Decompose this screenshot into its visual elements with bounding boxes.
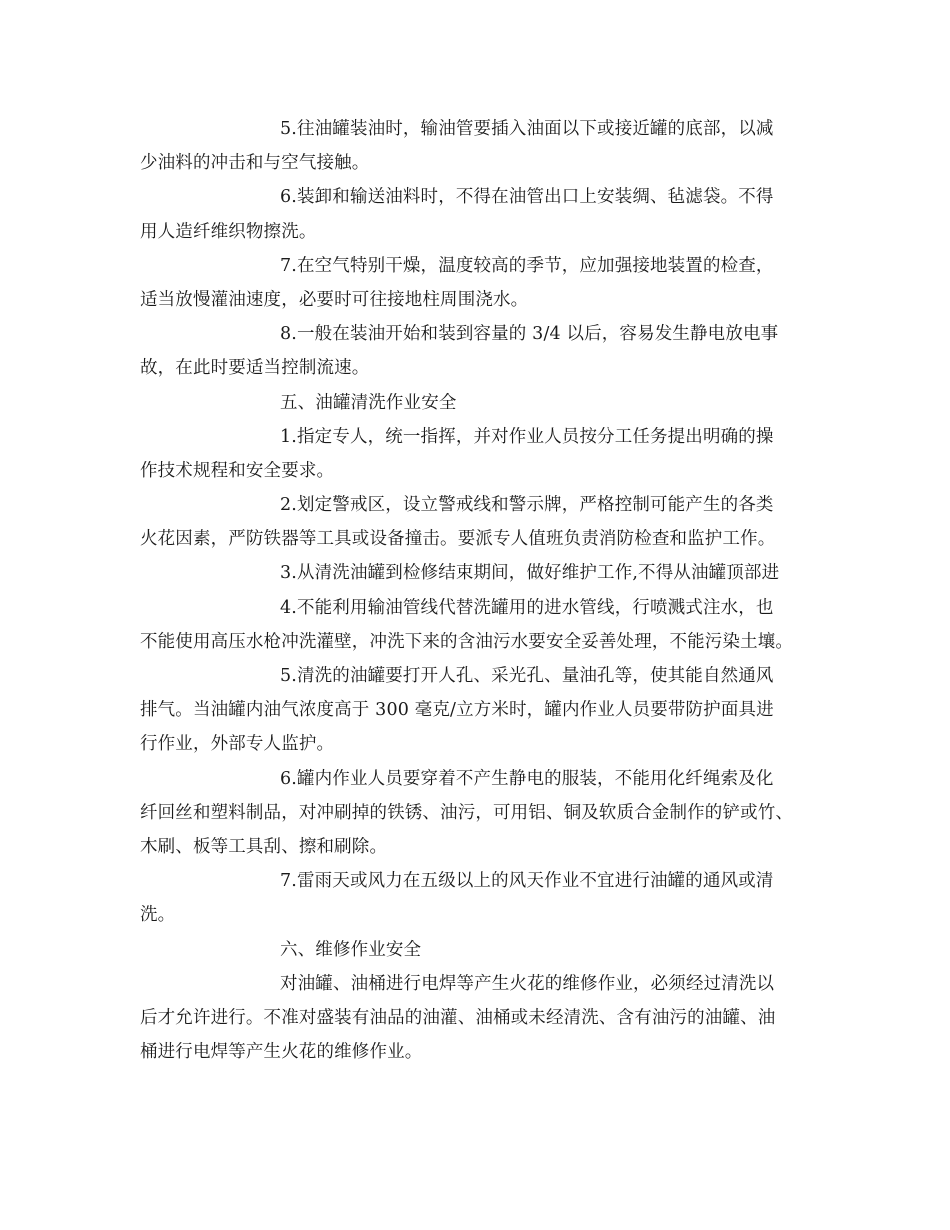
paragraph-line: 火花因素，严防铁器等工具或设备撞击。要派专人值班负责消防检查和监护工作。 bbox=[140, 529, 776, 550]
paragraph-line: 纤回丝和塑料制品，对冲刷掉的铁锈、油污，可用铝、铜及软质合金制作的铲或竹、 bbox=[140, 802, 794, 823]
paragraph-line: 5.往油罐装油时，输油管要插入油面以下或接近罐的底部，以减 bbox=[280, 119, 774, 139]
paragraph-line: 行作业，外部专人监护。 bbox=[140, 734, 335, 755]
paragraph-line: 8.一般在装油开始和装到容量的 3/4 以后，容易发生静电放电事 bbox=[280, 324, 779, 345]
paragraph-line: 2.划定警戒区，设立警戒线和警示牌，严格控制可能产生的各类 bbox=[280, 495, 774, 516]
paragraph-line: 5.清洗的油罐要打开人孔、采光孔、量油孔等，使其能自然通风 bbox=[280, 666, 774, 686]
paragraph-line: 故，在此时要适当控制流速。 bbox=[140, 358, 370, 379]
paragraph-line: 少油料的冲击和与空气接触。 bbox=[140, 153, 370, 174]
paragraph-line: 后才允许进行。不准对盛装有油品的油灌、油桶或未经清洗、含有油污的油罐、油 bbox=[140, 1007, 776, 1028]
paragraph-line: 4.不能利用输油管线代替洗罐用的进水管线，行喷溅式注水，也 bbox=[280, 597, 774, 618]
paragraph-line: 桶进行电焊等产生火花的维修作业。 bbox=[140, 1042, 423, 1063]
paragraph-line: 作技术规程和安全要求。 bbox=[140, 460, 335, 481]
paragraph-line: 7.雷雨天或风力在五级以上的风天作业不宜进行油罐的通风或清 bbox=[280, 871, 774, 892]
paragraph-line: 1.指定专人，统一指挥，并对作业人员按分工任务提出明确的操 bbox=[280, 426, 774, 447]
paragraph-line: 3.从清洗油罐到检修结束期间，做好维护工作,不得从油罐顶部进 bbox=[280, 563, 780, 584]
paragraph-line: 7.在空气特别干燥，温度较高的季节，应加强接地装置的检查， bbox=[280, 255, 774, 276]
section-heading: 五、油罐清洗作业安全 bbox=[280, 392, 457, 413]
paragraph-line: 洗。 bbox=[140, 905, 176, 926]
paragraph-line: 6.装卸和输送油料时，不得在油管出口上安装绸、毡滤袋。不得 bbox=[280, 187, 774, 208]
paragraph-line: 不能使用高压水枪冲洗灌壁，冲洗下来的含油污水要安全妥善处理，不能污染土壤。 bbox=[140, 631, 794, 652]
paragraph-line: 适当放慢灌油速度，必要时可往接地柱周围浇水。 bbox=[140, 289, 529, 310]
paragraph-line: 6.罐内作业人员要穿着不产生静电的服装，不能用化纤绳索及化 bbox=[280, 768, 774, 789]
paragraph-line: 对油罐、油桶进行电焊等产生火花的维修作业，必须经过清洗以 bbox=[280, 973, 775, 994]
section-heading: 六、维修作业安全 bbox=[280, 939, 422, 960]
paragraph-line: 用人造纤维织物擦洗。 bbox=[140, 221, 317, 242]
document-body bbox=[140, 112, 820, 1069]
paragraph-line: 排气。当油罐内油气浓度高于 300 毫克/立方米时，罐内作业人员要带防护面具进 bbox=[140, 700, 774, 721]
paragraph-line: 木刷、板等工具刮、擦和刷除。 bbox=[140, 836, 388, 857]
